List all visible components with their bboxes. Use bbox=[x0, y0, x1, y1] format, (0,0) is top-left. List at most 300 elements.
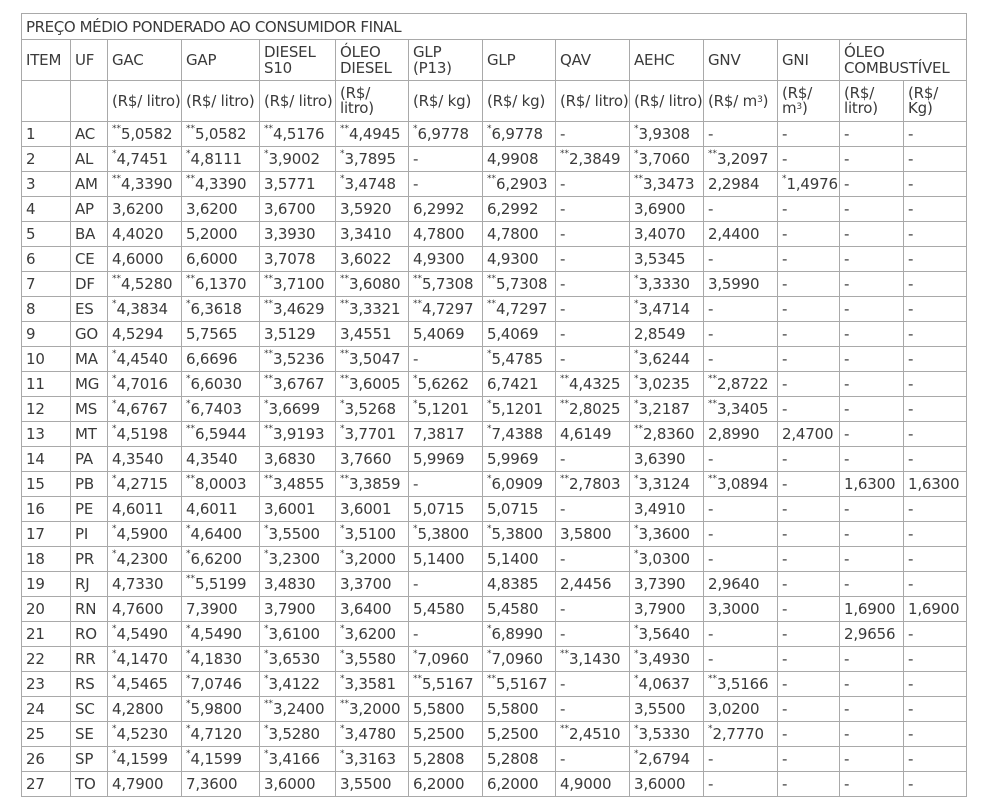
table-cell: *3,4714 bbox=[630, 297, 704, 322]
table-cell: *7,0960 bbox=[483, 647, 556, 672]
table-cell: 3,6000 bbox=[630, 772, 704, 797]
table-cell: *3,4780 bbox=[336, 722, 409, 747]
table-cell: *5,9800 bbox=[182, 697, 260, 722]
table-cell: 3,6900 bbox=[630, 197, 704, 222]
table-cell: - bbox=[409, 147, 483, 172]
table-cell: 2,8549 bbox=[630, 322, 704, 347]
table-cell: *6,9778 bbox=[483, 122, 556, 147]
table-cell: SE bbox=[71, 722, 108, 747]
table-cell: - bbox=[704, 447, 778, 472]
table-cell: *4,6400 bbox=[182, 522, 260, 547]
table-cell: **4,5280 bbox=[108, 272, 182, 297]
table-cell: - bbox=[556, 672, 630, 697]
table-cell: 3,3930 bbox=[260, 222, 336, 247]
table-cell: - bbox=[556, 347, 630, 372]
table-cell: *3,4122 bbox=[260, 672, 336, 697]
table-cell: *3,7701 bbox=[336, 422, 409, 447]
table-cell: 25 bbox=[22, 722, 71, 747]
table-cell: - bbox=[840, 247, 904, 272]
table-cell: 9 bbox=[22, 322, 71, 347]
table-cell: 6,2992 bbox=[483, 197, 556, 222]
table-cell: 3,6200 bbox=[182, 197, 260, 222]
table-cell: - bbox=[778, 597, 840, 622]
table-cell: **4,5176 bbox=[260, 122, 336, 147]
table-cell: - bbox=[556, 272, 630, 297]
table-cell: 4,9908 bbox=[483, 147, 556, 172]
table-cell: 1,6300 bbox=[904, 472, 967, 497]
column-header: GAC bbox=[108, 40, 182, 81]
table-cell: 5,4580 bbox=[483, 597, 556, 622]
table-cell: - bbox=[409, 172, 483, 197]
table-cell: 3,5345 bbox=[630, 247, 704, 272]
table-cell: 3,6400 bbox=[336, 597, 409, 622]
table-cell: *7,4388 bbox=[483, 422, 556, 447]
table-cell: 5,7565 bbox=[182, 322, 260, 347]
table-cell: *3,9002 bbox=[260, 147, 336, 172]
table-cell: 3,5500 bbox=[630, 697, 704, 722]
table-row bbox=[22, 722, 967, 747]
table-cell: 4,9000 bbox=[556, 772, 630, 797]
table-cell: 5,4069 bbox=[483, 322, 556, 347]
table-cell: - bbox=[778, 747, 840, 772]
table-cell: SP bbox=[71, 747, 108, 772]
table-cell: **3,6005 bbox=[336, 372, 409, 397]
table-cell: *7,0960 bbox=[409, 647, 483, 672]
table-cell: 4,7900 bbox=[108, 772, 182, 797]
table-cell: *3,3600 bbox=[630, 522, 704, 547]
table-cell: *5,6262 bbox=[409, 372, 483, 397]
table-cell: 2,2984 bbox=[704, 172, 778, 197]
column-header: DIESEL S10 bbox=[260, 40, 336, 81]
table-cell: *6,8990 bbox=[483, 622, 556, 647]
table-cell: 2,8990 bbox=[704, 422, 778, 447]
table-cell: 4,7800 bbox=[409, 222, 483, 247]
table-cell: 6,2992 bbox=[409, 197, 483, 222]
table-cell: *4,8111 bbox=[182, 147, 260, 172]
table-cell: 7,3900 bbox=[182, 597, 260, 622]
table-cell: 24 bbox=[22, 697, 71, 722]
table-cell: - bbox=[904, 522, 967, 547]
table-cell: 14 bbox=[22, 447, 71, 472]
table-cell: - bbox=[704, 322, 778, 347]
table-cell: **3,1430 bbox=[556, 647, 630, 672]
table-cell: - bbox=[556, 747, 630, 772]
table-cell: - bbox=[840, 697, 904, 722]
column-header: GLP bbox=[483, 40, 556, 81]
table-cell: *4,5198 bbox=[108, 422, 182, 447]
unit-cell: (R$/ litro) bbox=[182, 81, 260, 122]
table-cell: 3,3700 bbox=[336, 572, 409, 597]
table-cell: - bbox=[904, 122, 967, 147]
table-cell: *3,5580 bbox=[336, 647, 409, 672]
table-cell: *4,6767 bbox=[108, 397, 182, 422]
table-cell: *2,6794 bbox=[630, 747, 704, 772]
table-cell: - bbox=[904, 147, 967, 172]
table-cell: **5,5167 bbox=[483, 672, 556, 697]
table-cell: - bbox=[704, 197, 778, 222]
table-row bbox=[22, 572, 967, 597]
unit-cell: (R$/ $m^3$) bbox=[778, 81, 840, 122]
table-cell: *3,5100 bbox=[336, 522, 409, 547]
table-cell: 11 bbox=[22, 372, 71, 397]
table-cell: AP bbox=[71, 197, 108, 222]
table-cell: **3,5236 bbox=[260, 347, 336, 372]
column-header: UF bbox=[71, 40, 108, 81]
table-cell: 4,6011 bbox=[108, 497, 182, 522]
table-row bbox=[22, 747, 967, 772]
table-cell: - bbox=[904, 297, 967, 322]
table-cell: **5,0582 bbox=[108, 122, 182, 147]
table-cell: MG bbox=[71, 372, 108, 397]
table-cell: 17 bbox=[22, 522, 71, 547]
table-cell: 4,4020 bbox=[108, 222, 182, 247]
table-row bbox=[22, 597, 967, 622]
table-cell: - bbox=[556, 547, 630, 572]
table-cell: *3,7895 bbox=[336, 147, 409, 172]
table-row bbox=[22, 222, 967, 247]
table-cell: **2,4510 bbox=[556, 722, 630, 747]
table-cell: 5 bbox=[22, 222, 71, 247]
table-cell: **4,3390 bbox=[108, 172, 182, 197]
table-cell: - bbox=[778, 647, 840, 672]
table-cell: - bbox=[704, 247, 778, 272]
table-cell: *3,5640 bbox=[630, 622, 704, 647]
table-row bbox=[22, 347, 967, 372]
table-cell: TO bbox=[71, 772, 108, 797]
table-cell: 4,5294 bbox=[108, 322, 182, 347]
table-cell: 3,7900 bbox=[630, 597, 704, 622]
table-cell: *3,2187 bbox=[630, 397, 704, 422]
table-cell: **3,5047 bbox=[336, 347, 409, 372]
table-cell: 5,5800 bbox=[483, 697, 556, 722]
table-cell: **8,0003 bbox=[182, 472, 260, 497]
table-cell: - bbox=[840, 672, 904, 697]
table-cell: - bbox=[840, 497, 904, 522]
table-cell: *6,6030 bbox=[182, 372, 260, 397]
table-cell: MT bbox=[71, 422, 108, 447]
table-cell: 3,0200 bbox=[704, 697, 778, 722]
table-row bbox=[22, 522, 967, 547]
table-cell: 22 bbox=[22, 647, 71, 672]
table-cell: - bbox=[904, 572, 967, 597]
table-cell: 10 bbox=[22, 347, 71, 372]
table-cell: - bbox=[778, 622, 840, 647]
table-cell: 3,7660 bbox=[336, 447, 409, 472]
table-cell: CE bbox=[71, 247, 108, 272]
table-cell: *6,6200 bbox=[182, 547, 260, 572]
table-cell: *7,0746 bbox=[182, 672, 260, 697]
table-cell: GO bbox=[71, 322, 108, 347]
table-cell: - bbox=[778, 672, 840, 697]
table-row bbox=[22, 622, 967, 647]
table-cell: PA bbox=[71, 447, 108, 472]
table-cell: 1,6900 bbox=[904, 597, 967, 622]
table-cell: BA bbox=[71, 222, 108, 247]
table-cell: - bbox=[556, 622, 630, 647]
table-cell: *3,6530 bbox=[260, 647, 336, 672]
table-row bbox=[22, 172, 967, 197]
table-cell: 5,4580 bbox=[409, 597, 483, 622]
table-cell: - bbox=[840, 172, 904, 197]
table-cell: **6,1370 bbox=[182, 272, 260, 297]
table-cell: - bbox=[778, 247, 840, 272]
table-cell: 3,4070 bbox=[630, 222, 704, 247]
table-cell: **4,4325 bbox=[556, 372, 630, 397]
table-cell: 4 bbox=[22, 197, 71, 222]
table-row bbox=[22, 772, 967, 797]
table-cell: **3,7100 bbox=[260, 272, 336, 297]
table-cell: *4,5465 bbox=[108, 672, 182, 697]
table-cell: **3,6080 bbox=[336, 272, 409, 297]
table-cell: - bbox=[704, 622, 778, 647]
table-cell: 6,2000 bbox=[483, 772, 556, 797]
table-cell: 5,2000 bbox=[182, 222, 260, 247]
header-row bbox=[22, 40, 967, 81]
table-cell: 2,4700 bbox=[778, 422, 840, 447]
unit-cell: (R$/ kg) bbox=[409, 81, 483, 122]
table-cell: MS bbox=[71, 397, 108, 422]
table-cell: *4,5490 bbox=[182, 622, 260, 647]
table-cell: - bbox=[778, 722, 840, 747]
table-cell: - bbox=[840, 122, 904, 147]
table-cell: *4,2300 bbox=[108, 547, 182, 572]
table-cell: 3,6830 bbox=[260, 447, 336, 472]
table-cell: - bbox=[778, 147, 840, 172]
table-cell: - bbox=[904, 772, 967, 797]
table-cell: 3,6001 bbox=[336, 497, 409, 522]
table-cell: *3,6699 bbox=[260, 397, 336, 422]
table-cell: *3,3163 bbox=[336, 747, 409, 772]
table-cell: 4,3540 bbox=[108, 447, 182, 472]
table-cell: 3,3000 bbox=[704, 597, 778, 622]
table-row bbox=[22, 272, 967, 297]
unit-cell: (R$/ Kg) bbox=[904, 81, 967, 122]
table-cell: 2,4456 bbox=[556, 572, 630, 597]
table-cell: - bbox=[904, 622, 967, 647]
table-cell: 3,5800 bbox=[556, 522, 630, 547]
table-cell: *4,1470 bbox=[108, 647, 182, 672]
table-cell: - bbox=[840, 522, 904, 547]
table-cell: - bbox=[840, 547, 904, 572]
table-cell: - bbox=[556, 447, 630, 472]
table-cell: **3,6767 bbox=[260, 372, 336, 397]
table-cell: - bbox=[556, 697, 630, 722]
table-cell: - bbox=[904, 322, 967, 347]
table-cell: - bbox=[840, 422, 904, 447]
table-cell: - bbox=[778, 347, 840, 372]
column-header: GLP (P13) bbox=[409, 40, 483, 81]
table-cell: **4,3390 bbox=[182, 172, 260, 197]
column-header: GAP bbox=[182, 40, 260, 81]
column-header: ÓLEO COMBUSTÍVEL bbox=[840, 40, 967, 81]
table-cell: - bbox=[778, 222, 840, 247]
unit-cell: (R$/ litro) bbox=[556, 81, 630, 122]
table-cell: - bbox=[904, 197, 967, 222]
table-cell: *3,6100 bbox=[260, 622, 336, 647]
table-cell: - bbox=[904, 647, 967, 672]
table-cell: **5,0582 bbox=[182, 122, 260, 147]
table-cell: - bbox=[778, 572, 840, 597]
table-cell: - bbox=[556, 497, 630, 522]
table-cell: *3,0300 bbox=[630, 547, 704, 572]
table-cell: 3,7900 bbox=[260, 597, 336, 622]
table-cell: *4,0637 bbox=[630, 672, 704, 697]
table-cell: **4,7297 bbox=[483, 297, 556, 322]
table-cell: RO bbox=[71, 622, 108, 647]
table-cell: 13 bbox=[22, 422, 71, 447]
table-cell: RS bbox=[71, 672, 108, 697]
table-cell: 5,2808 bbox=[483, 747, 556, 772]
table-cell: - bbox=[778, 397, 840, 422]
table-cell: PB bbox=[71, 472, 108, 497]
table-row bbox=[22, 422, 967, 447]
table-cell: 4,7800 bbox=[483, 222, 556, 247]
table-row bbox=[22, 472, 967, 497]
table-cell: 3,6700 bbox=[260, 197, 336, 222]
table-cell: **3,2097 bbox=[704, 147, 778, 172]
table-cell: *6,3618 bbox=[182, 297, 260, 322]
column-header: GNV bbox=[704, 40, 778, 81]
table-cell: 3,6000 bbox=[260, 772, 336, 797]
table-cell: - bbox=[704, 647, 778, 672]
table-cell: **5,5199 bbox=[182, 572, 260, 597]
table-cell: - bbox=[704, 547, 778, 572]
table-cell: 6,7421 bbox=[483, 372, 556, 397]
table-cell: **3,3405 bbox=[704, 397, 778, 422]
table-cell: 8 bbox=[22, 297, 71, 322]
table-cell: **5,7308 bbox=[409, 272, 483, 297]
table-cell: AL bbox=[71, 147, 108, 172]
table-cell: *4,1830 bbox=[182, 647, 260, 672]
table-cell: - bbox=[904, 672, 967, 697]
table-cell: - bbox=[704, 747, 778, 772]
table-cell: 5,0715 bbox=[483, 497, 556, 522]
table-cell: SC bbox=[71, 697, 108, 722]
table-cell: 5,9969 bbox=[409, 447, 483, 472]
table-cell: **3,9193 bbox=[260, 422, 336, 447]
table-cell: *4,1599 bbox=[182, 747, 260, 772]
table-row bbox=[22, 372, 967, 397]
table-cell: - bbox=[778, 297, 840, 322]
table-cell: *4,4540 bbox=[108, 347, 182, 372]
table-cell: **3,4629 bbox=[260, 297, 336, 322]
table-cell: *3,3330 bbox=[630, 272, 704, 297]
table-cell: - bbox=[840, 147, 904, 172]
table-cell: - bbox=[840, 197, 904, 222]
unit-cell bbox=[22, 81, 71, 122]
table-cell: *4,2715 bbox=[108, 472, 182, 497]
table-cell: - bbox=[904, 172, 967, 197]
table-cell: *3,4748 bbox=[336, 172, 409, 197]
table-cell: 3 bbox=[22, 172, 71, 197]
table-body bbox=[22, 122, 967, 797]
table-cell: **2,3849 bbox=[556, 147, 630, 172]
table-cell: - bbox=[840, 722, 904, 747]
table-cell: - bbox=[840, 372, 904, 397]
table-cell: - bbox=[556, 197, 630, 222]
table-cell: RR bbox=[71, 647, 108, 672]
price-table bbox=[21, 13, 967, 797]
table-cell: *3,9308 bbox=[630, 122, 704, 147]
table-cell: **2,8722 bbox=[704, 372, 778, 397]
table-cell: 4,7600 bbox=[108, 597, 182, 622]
unit-cell: (R$/ litro) bbox=[840, 81, 904, 122]
table-cell: - bbox=[840, 447, 904, 472]
unit-cell: (R$/ $m^3$) bbox=[704, 81, 778, 122]
table-cell: *4,5900 bbox=[108, 522, 182, 547]
table-cell: - bbox=[704, 772, 778, 797]
table-cell: *4,5490 bbox=[108, 622, 182, 647]
table-cell: *3,5330 bbox=[630, 722, 704, 747]
table-row bbox=[22, 547, 967, 572]
table-cell: - bbox=[409, 472, 483, 497]
table-cell: - bbox=[556, 597, 630, 622]
table-cell: 4,9300 bbox=[409, 247, 483, 272]
table-cell: - bbox=[840, 647, 904, 672]
table-cell: *2,7770 bbox=[704, 722, 778, 747]
table-cell: *6,9778 bbox=[409, 122, 483, 147]
table-cell: *6,7403 bbox=[182, 397, 260, 422]
table-cell: **3,3473 bbox=[630, 172, 704, 197]
table-cell: 6 bbox=[22, 247, 71, 272]
unit-cell: (R$/ litro) bbox=[108, 81, 182, 122]
table-cell: - bbox=[904, 422, 967, 447]
unit-cell: (R$/ litro) bbox=[336, 81, 409, 122]
table-cell: *3,0235 bbox=[630, 372, 704, 397]
table-cell: - bbox=[778, 447, 840, 472]
table-cell: *4,7016 bbox=[108, 372, 182, 397]
table-cell: 3,5500 bbox=[336, 772, 409, 797]
table-cell: *5,1201 bbox=[483, 397, 556, 422]
table-cell: RN bbox=[71, 597, 108, 622]
table-row bbox=[22, 147, 967, 172]
table-cell: 26 bbox=[22, 747, 71, 772]
unit-cell bbox=[71, 81, 108, 122]
table-cell: - bbox=[556, 172, 630, 197]
table-cell: *1,4976 bbox=[778, 172, 840, 197]
table-cell: ES bbox=[71, 297, 108, 322]
table-cell: PR bbox=[71, 547, 108, 572]
table-row bbox=[22, 497, 967, 522]
table-row bbox=[22, 322, 967, 347]
table-cell: AM bbox=[71, 172, 108, 197]
table-cell: *3,7060 bbox=[630, 147, 704, 172]
table-cell: - bbox=[840, 322, 904, 347]
table-cell: 3,7390 bbox=[630, 572, 704, 597]
table-cell: 5,1400 bbox=[409, 547, 483, 572]
table-cell: 3,6001 bbox=[260, 497, 336, 522]
table-cell: 2,9656 bbox=[840, 622, 904, 647]
table-cell: 4,6000 bbox=[108, 247, 182, 272]
table-cell: *4,5230 bbox=[108, 722, 182, 747]
table-cell: - bbox=[704, 122, 778, 147]
table-cell: - bbox=[556, 222, 630, 247]
table-cell: - bbox=[904, 247, 967, 272]
table-cell: 3,5920 bbox=[336, 197, 409, 222]
table-cell: *3,5280 bbox=[260, 722, 336, 747]
table-cell: *5,3800 bbox=[483, 522, 556, 547]
table-cell: - bbox=[778, 122, 840, 147]
table-cell: - bbox=[904, 447, 967, 472]
table-cell: PE bbox=[71, 497, 108, 522]
table-cell: 5,4069 bbox=[409, 322, 483, 347]
table-cell: - bbox=[840, 397, 904, 422]
table-cell: - bbox=[904, 722, 967, 747]
table-cell: 5,2808 bbox=[409, 747, 483, 772]
table-cell: 4,9300 bbox=[483, 247, 556, 272]
table-row bbox=[22, 297, 967, 322]
table-cell: 1,6300 bbox=[840, 472, 904, 497]
